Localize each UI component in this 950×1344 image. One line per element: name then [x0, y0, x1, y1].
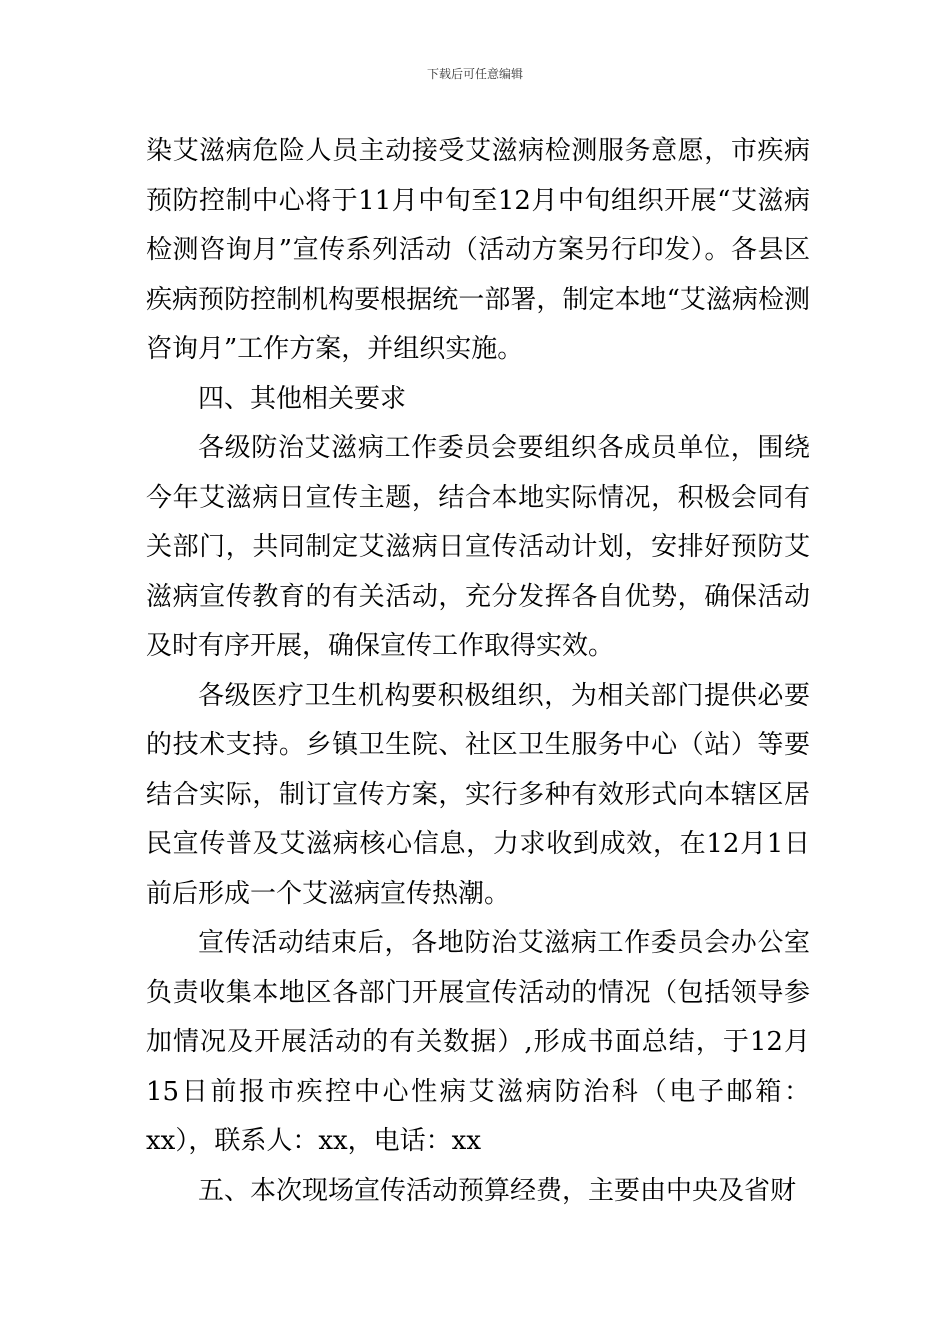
header-note: 下载后可任意编辑: [426, 67, 523, 81]
paragraph-medical-institutions: 各级医疗卫生机构要积极组织，为相关部门提供必要的技术支持。乡镇卫生院、社区卫生服务中心（站）等要结合实际，制订宣传方案，实行多种有效形式向本辖区居民宣传普及艾滋病核心信息，力求收到成效，在12月1日前后形成一个艾滋病宣传热潮。: [146, 680, 810, 909]
document-body: [146, 127, 810, 1216]
section-heading-five: 五、本次现场宣传活动预算经费，主要由中央及省财: [198, 1175, 797, 1206]
section-heading-four: 四、其他相关要求: [198, 383, 407, 414]
paragraph-summary-report: 宣传活动结束后，各地防治艾滋病工作委员会办公室负责收集本地区各部门开展宣传活动的情况（包括领导参加情况及开展活动的有关数据）,形成书面总结，于12月15日前报市疾控中心性病艾滋病防治科（电子邮箱：xx），联系人：xx，电话：xx: [146, 928, 810, 1156]
paragraph-continuation: 染艾滋病危险人员主动接受艾滋病检测服务意愿，市疾病预防控制中心将于11月中旬至12月中旬组织开展“艾滋病检测咨询月”宣传系列活动（活动方案另行印发）。各县区疾病预防控制机构要根据统一部署，制定本地“艾滋病检测咨询月”工作方案，并组织实施。: [146, 136, 810, 364]
paragraph-committees: 各级防治艾滋病工作委员会要组织各成员单位，围绕今年艾滋病日宣传主题，结合本地实际情况，积极会同有关部门，共同制定艾滋病日宣传活动计划，安排好预防艾滋病宣传教育的有关活动，充分发挥各自优势，确保活动及时有序开展，确保宣传工作取得实效。: [146, 433, 810, 661]
